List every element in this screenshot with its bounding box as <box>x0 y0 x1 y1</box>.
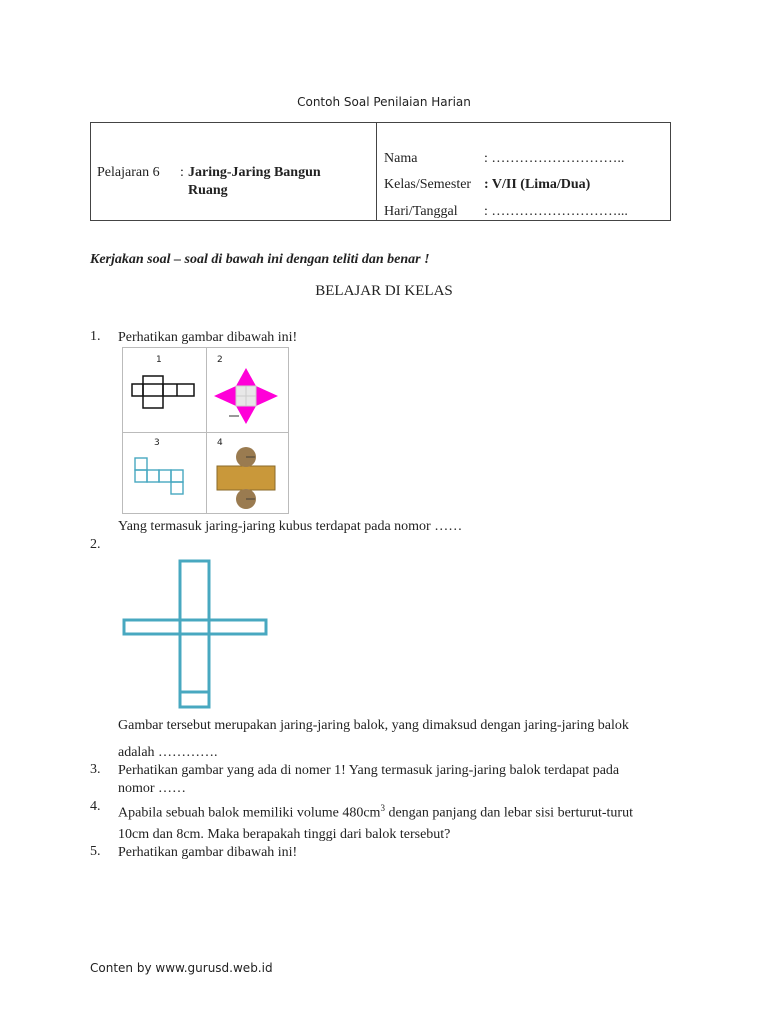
question-2-text-line2: adalah …………. <box>118 745 218 760</box>
net-figure-4 <box>211 446 283 510</box>
question-2-number: 2. <box>90 537 101 552</box>
footer-site-link[interactable]: www.gurusd.web.id <box>155 961 273 975</box>
question-5-number: 5. <box>90 844 101 859</box>
question-4-text-part-a: Apabila sebuah balok memiliki volume 480cm <box>118 805 381 821</box>
question-3-number: 3. <box>90 762 101 777</box>
name-value: : ……………………….. <box>484 151 625 166</box>
footer-prefix: Conten by <box>90 961 152 975</box>
date-value: : ………………………... <box>484 204 628 219</box>
grid-label-3: 3 <box>154 438 160 448</box>
section-title: BELAJAR DI KELAS <box>315 283 453 299</box>
class-value: : V/II (Lima/Dua) <box>484 177 591 192</box>
question-1-followup: Yang termasuk jaring-jaring kubus terdapat pada nomor …… <box>118 519 463 534</box>
class-label: Kelas/Semester <box>384 177 472 192</box>
footer-credit <box>90 961 273 975</box>
question-2-text-line1: Gambar tersebut merupakan jaring-jaring balok, yang dimaksud dengan jaring-jaring balok <box>118 718 629 733</box>
instruction-text: Kerjakan soal – soal di bawah ini dengan teliti dan benar ! <box>90 252 430 267</box>
document-title: Contoh Soal Penilaian Harian <box>297 95 471 109</box>
question-3-text-line1: Perhatikan gambar yang ada di nomer 1! Yang termasuk jaring-jaring balok terdapat pada <box>118 763 620 778</box>
net-figure-1 <box>129 372 201 412</box>
header-divider <box>376 122 377 221</box>
lesson-colon: : <box>180 165 184 180</box>
grid-label-1: 1 <box>156 355 162 365</box>
question-4-text-line1 <box>118 799 633 823</box>
question-1-text: Perhatikan gambar dibawah ini! <box>118 330 298 345</box>
date-label: Hari/Tanggal <box>384 204 458 219</box>
question-5-text: Perhatikan gambar dibawah ini! <box>118 845 298 860</box>
grid-label-4: 4 <box>217 438 223 448</box>
cross-net-figure <box>120 558 270 710</box>
lesson-topic-line1: Jaring-Jaring Bangun <box>188 165 321 180</box>
name-label: Nama <box>384 151 418 166</box>
question-3-text-line2: nomor …… <box>118 781 187 796</box>
grid-label-2: 2 <box>217 355 223 365</box>
net-figure-3 <box>131 456 193 502</box>
net-figure-2 <box>211 366 281 428</box>
question-4-text-part-b: dengan panjang dan lebar sisi berturut-turut <box>384 805 633 821</box>
question-4-text-line2: 10cm dan 8cm. Maka berapakah tinggi dari balok tersebut? <box>118 827 451 842</box>
question-4-number: 4. <box>90 799 101 814</box>
question-1-figure-grid <box>122 347 289 514</box>
lesson-topic-line2: Ruang <box>188 183 228 198</box>
question-4-superscript: 3 <box>380 803 385 813</box>
lesson-label: Pelajaran 6 <box>97 165 160 180</box>
question-1-number: 1. <box>90 329 101 344</box>
